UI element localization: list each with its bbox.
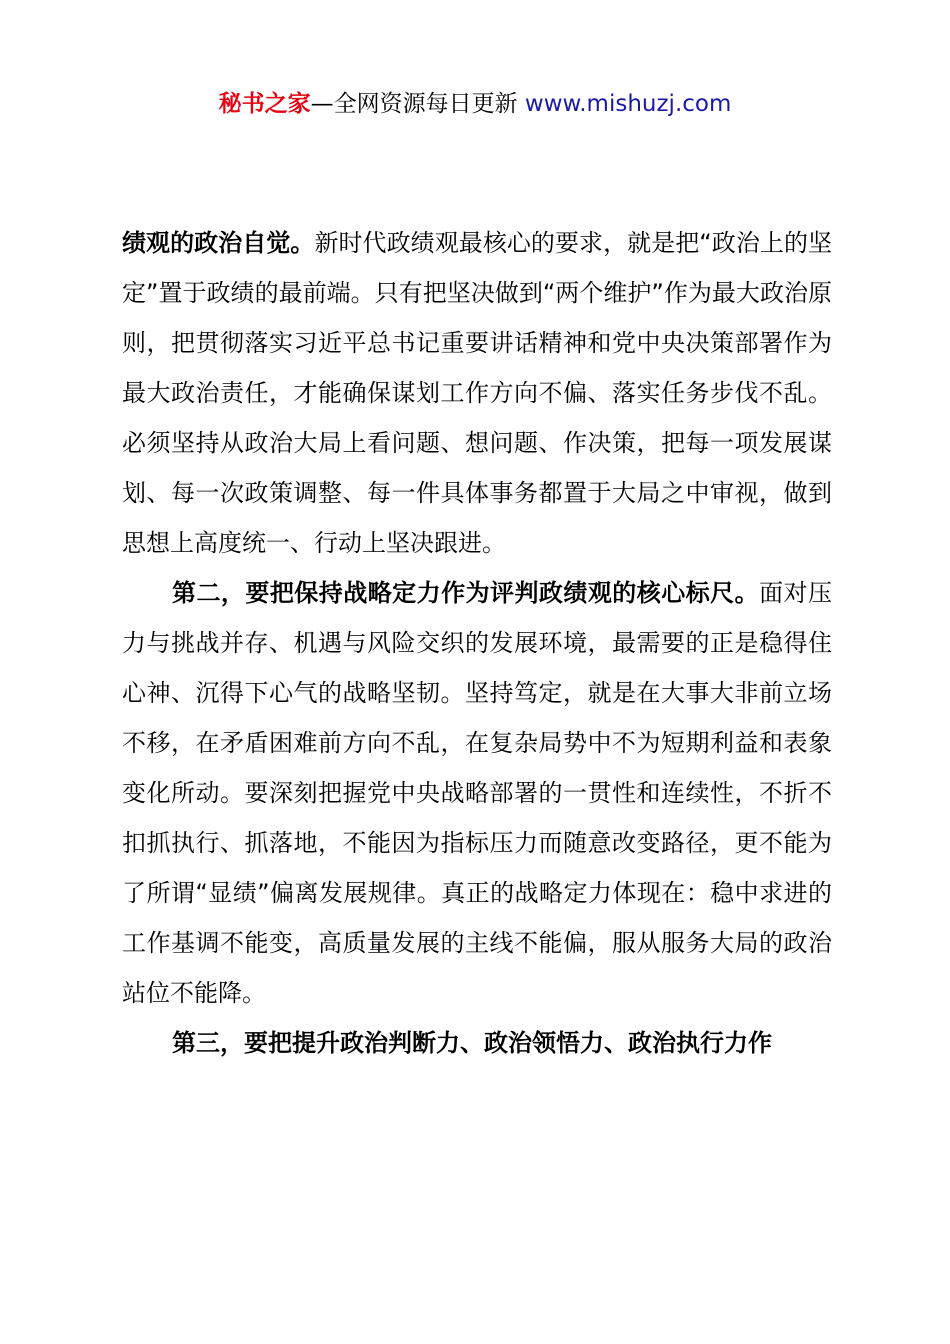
paragraph-1-heading: 绩观的政治自觉。 — [122, 229, 315, 257]
paragraph-2-heading: 第二，要把保持战略定力作为评判政绩观的核心标尺。 — [172, 579, 760, 607]
paragraph-3 — [122, 1018, 832, 1068]
paragraph-2 — [122, 568, 832, 1018]
brand-name: 秘书之家 — [218, 91, 311, 117]
document-body — [122, 218, 832, 1068]
site-header — [0, 86, 950, 122]
site-url-link[interactable]: www.mishuzj.com — [524, 91, 732, 117]
paragraph-1 — [122, 218, 832, 568]
paragraph-1-text: 新时代政绩观最核心的要求，就是把“政治上的坚定”置于政绩的最前端。只有把坚决做到“两个维护”作为最大政治原则，把贯彻落实习近平总书记重要讲话精神和党中央决策部署作为最大政治责任，才能确保谋划工作方向不偏、落实任务步伐不乱。必须坚持从政治大局上看问题、想问题、作决策，把每一项发展谋划、每一次政策调整、每一件具体事务都置于大局之中审视，做到思想上高度统一、行动上坚决跟进。 — [122, 229, 833, 557]
header-tagline: —全网资源每日更新 — [310, 91, 518, 117]
paragraph-2-text: 面对压力与挑战并存、机遇与风险交织的发展环境，最需要的正是稳得住心神、沉得下心气的战略坚韧。坚持笃定，就是在大事大非前立场不移，在矛盾困难前方向不乱，在复杂局势中不为短期利益和表象变化所动。要深刻把握党中央战略部署的一贯性和连续性，不折不扣抓执行、抓落地，不能因为指标压力而随意改变路径，更不能为了所谓“显绩”偏离发展规律。真正的战略定力体现在：稳中求进的工作基调不能变，高质量发展的主线不能偏，服从服务大局的政治站位不能降。 — [122, 579, 833, 1007]
paragraph-3-heading: 第三，要把提升政治判断力、政治领悟力、政治执行力作 — [172, 1029, 772, 1057]
